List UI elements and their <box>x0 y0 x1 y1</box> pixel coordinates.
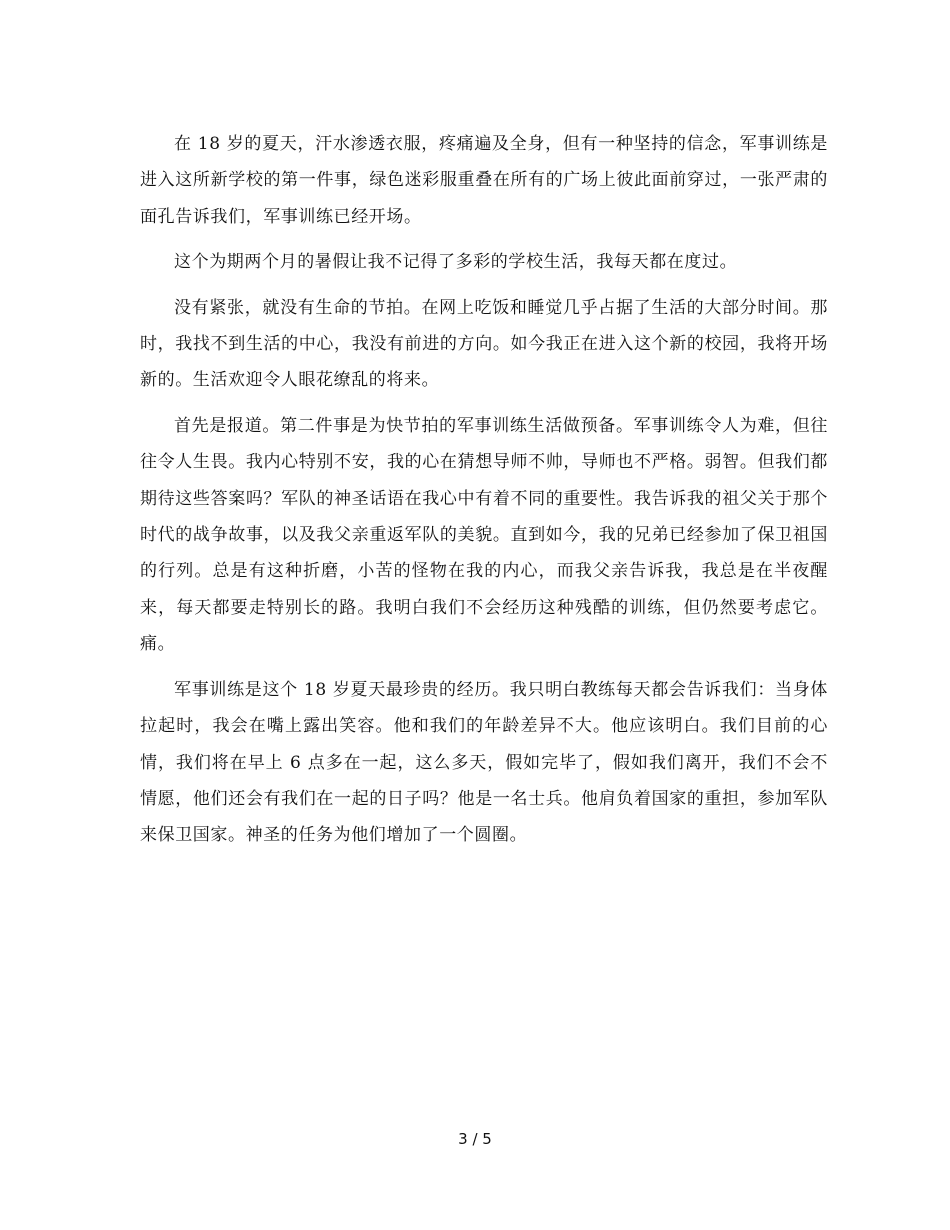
paragraph-2: 这个为期两个月的暑假让我不记得了多彩的学校生活，我每天都在度过。 <box>174 252 738 273</box>
paragraph-3: 没有紧张，就没有生命的节拍。在网上吃饭和睡觉几乎占据了生活的大部分时间。那时，我找不到生活的中心，我没有前进的方向。如今我正在进入这个新的校园，我将开场新的。生活欢迎令人眼花缭乱的将来。 <box>140 297 828 391</box>
page-number: 3 / 5 <box>458 1130 492 1148</box>
paragraph-4: 首先是报道。第二件事是为快节拍的军事训练生活做预备。军事训练令人为难，但往往令人生畏。我内心特别不安，我的心在猜想导师不帅，导师也不严格。弱智。但我们都期待这些答案吗？军队的神圣话语在我心中有着不同的重要性。我告诉我的祖父关于那个时代的战争故事，以及我父亲重返军队的美貌。直到如今，我的兄弟已经参加了保卫祖国的行列。总是有这种折磨，小苦的怪物在我的内心，而我父亲告诉我，我总是在半夜醒来，每天都要走特别长的路。我明白我们不会经历这种残酷的训练，但仍然要考虑它。痛。 <box>140 415 828 655</box>
paragraph-5: 军事训练是这个 18 岁夏天最珍贵的经历。我只明白教练每天都会告诉我们：当身体拉起时，我会在嘴上露出笑容。他和我们的年龄差异不大。他应该明白。我们目前的心情，我们将在早上 6 点多在一起，这么多天，假如完毕了，假如我们离开，我们不会不情愿，他们还会有我们在一起的日子吗？他是一名士兵。他肩负着国家的重担，参加军队来保卫国家。神圣的任务为他们增加了一个圆圈。 <box>140 679 828 846</box>
paragraph-1: 在 18 岁的夏天，汗水渗透衣服，疼痛遍及全身，但有一种坚持的信念，军事训练是进入这所新学校的第一件事，绿色迷彩服重叠在所有的广场上彼此面前穿过，一张严肃的面孔告诉我们，军事训练已经开场。 <box>140 134 828 227</box>
document-body <box>140 126 828 854</box>
